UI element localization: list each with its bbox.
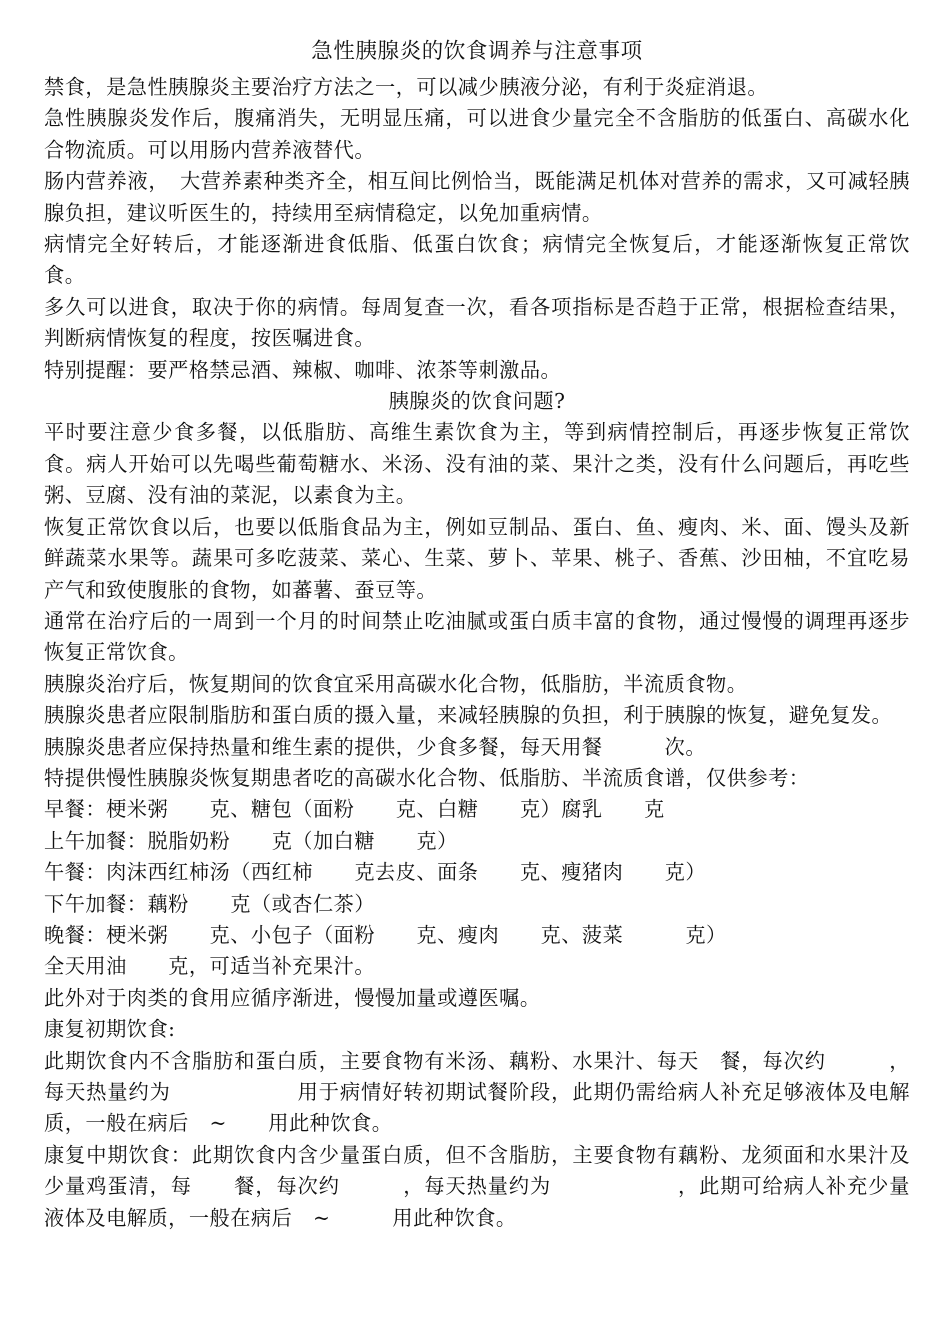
paragraph: 平时要注意少食多餐，以低脂肪、高维生素饮食为主，等到病情控制后，再逐步恢复正常饮食。病人开始可以先喝些葡萄糖水、米汤、没有油的菜、果汁之类，没有什么问题后，再吃些粥、豆腐、没有油的菜泥，以素食为主。 <box>44 420 910 508</box>
paragraph: 全天用油 克，可适当补充果汁。 <box>44 954 376 979</box>
paragraph: 肠内营养液， 大营养素种类齐全，相互间比例恰当，既能满足机体对营养的需求，又可减轻胰腺负担，建议听医生的，持续用至病情稳定，以免加重病情。 <box>44 169 910 225</box>
menu-line-dinner: 晚餐：梗米粥 克、小包子（面粉 克、瘦肉 克、菠菜 克） <box>44 922 727 947</box>
section-heading: 康复初期饮食: <box>44 1017 176 1042</box>
paragraph: 恢复正常饮食以后，也要以低脂食品为主，例如豆制品、蛋白、鱼、瘦肉、米、面、馒头及新鲜蔬菜水果等。蔬果可多吃菠菜、菜心、生菜、萝卜、苹果、桃子、香蕉、沙田柚，不宜吃易产气和致使腹胀的食物，如蕃薯、蚕豆等。 <box>44 514 910 602</box>
menu-line-breakfast: 早餐：梗米粥 克、糖包（面粉 克、白糖 克）腐乳 克 <box>44 797 665 822</box>
section-subtitle: 胰腺炎的饮食问题? <box>388 389 566 414</box>
paragraph: 康复中期饮食：此期饮食内含少量蛋白质，但不含脂肪，主要食物有藕粉、龙须面和水果汁及少量鸡蛋清，每 餐，每次约 ，每天热量约为 ，此期可给病人补充少量液体及电解质，一般在病后 ~ 用此种饮食。 <box>44 1142 910 1230</box>
document-title: 急性胰腺炎的饮食调养与注意事项 <box>311 39 643 64</box>
paragraph: 通常在治疗后的一周到一个月的时间禁止吃油腻或蛋白质丰富的食物，通过慢慢的调理再逐步恢复正常饮食。 <box>44 608 910 665</box>
document-page <box>44 34 910 1234</box>
paragraph: 胰腺炎治疗后，恢复期间的饮食宜采用高碳水化合物，低脂肪，半流质食物。 <box>44 671 748 696</box>
paragraph: 特提供慢性胰腺炎恢复期患者吃的高碳水化合物、低脂肪、半流质食谱，仅供参考： <box>44 765 810 790</box>
paragraph: 此期饮食内不含脂肪和蛋白质，主要食物有米汤、藕粉、水果汁、每天 餐，每次约 ，每天热量约为 用于病情好转初期试餐阶段，此期仍需给病人补充足够液体及电解质，一般在病后 ~ 用此种饮食。 <box>44 1048 910 1136</box>
paragraph: 多久可以进食，取决于你的病情。每周复查一次，看各项指标是否趋于正常，根据检查结果，判断病情恢复的程度，按医嘱进食。 <box>44 294 910 351</box>
menu-line-morning-snack: 上午加餐：脱脂奶粉 克（加白糖 克） <box>44 828 458 853</box>
paragraph: 特别提醒：要严格禁忌酒、辣椒、咖啡、浓茶等刺激品。 <box>44 357 562 382</box>
paragraph: 病情完全好转后，才能逐渐进食低脂、低蛋白饮食；病情完全恢复后，才能逐渐恢复正常饮食。 <box>44 232 910 288</box>
paragraph: 此外对于肉类的食用应循序渐进，慢慢加量或遵医嘱。 <box>44 985 541 1010</box>
paragraph: 禁食，是急性胰腺炎主要治疗方法之一，可以减少胰液分泌，有利于炎症消退。 <box>44 75 769 99</box>
menu-line-lunch: 午餐：肉沫西红柿汤（西红柿 克去皮、面条 克、瘦猪肉 克） <box>44 860 707 885</box>
paragraph: 胰腺炎患者应保持热量和维生素的提供，少食多餐，每天用餐 次。 <box>44 734 707 759</box>
menu-line-afternoon-snack: 下午加餐：藕粉 克（或杏仁茶） <box>44 891 376 916</box>
paragraph: 胰腺炎患者应限制脂肪和蛋白质的摄入量，来减轻胰腺的负担，利于胰腺的恢复，避免复发。 <box>44 703 893 728</box>
paragraph: 急性胰腺炎发作后，腹痛消失，无明显压痛，可以进食少量完全不含脂肪的低蛋白、高碳水化合物流质。可以用肠内营养液替代。 <box>44 106 910 162</box>
